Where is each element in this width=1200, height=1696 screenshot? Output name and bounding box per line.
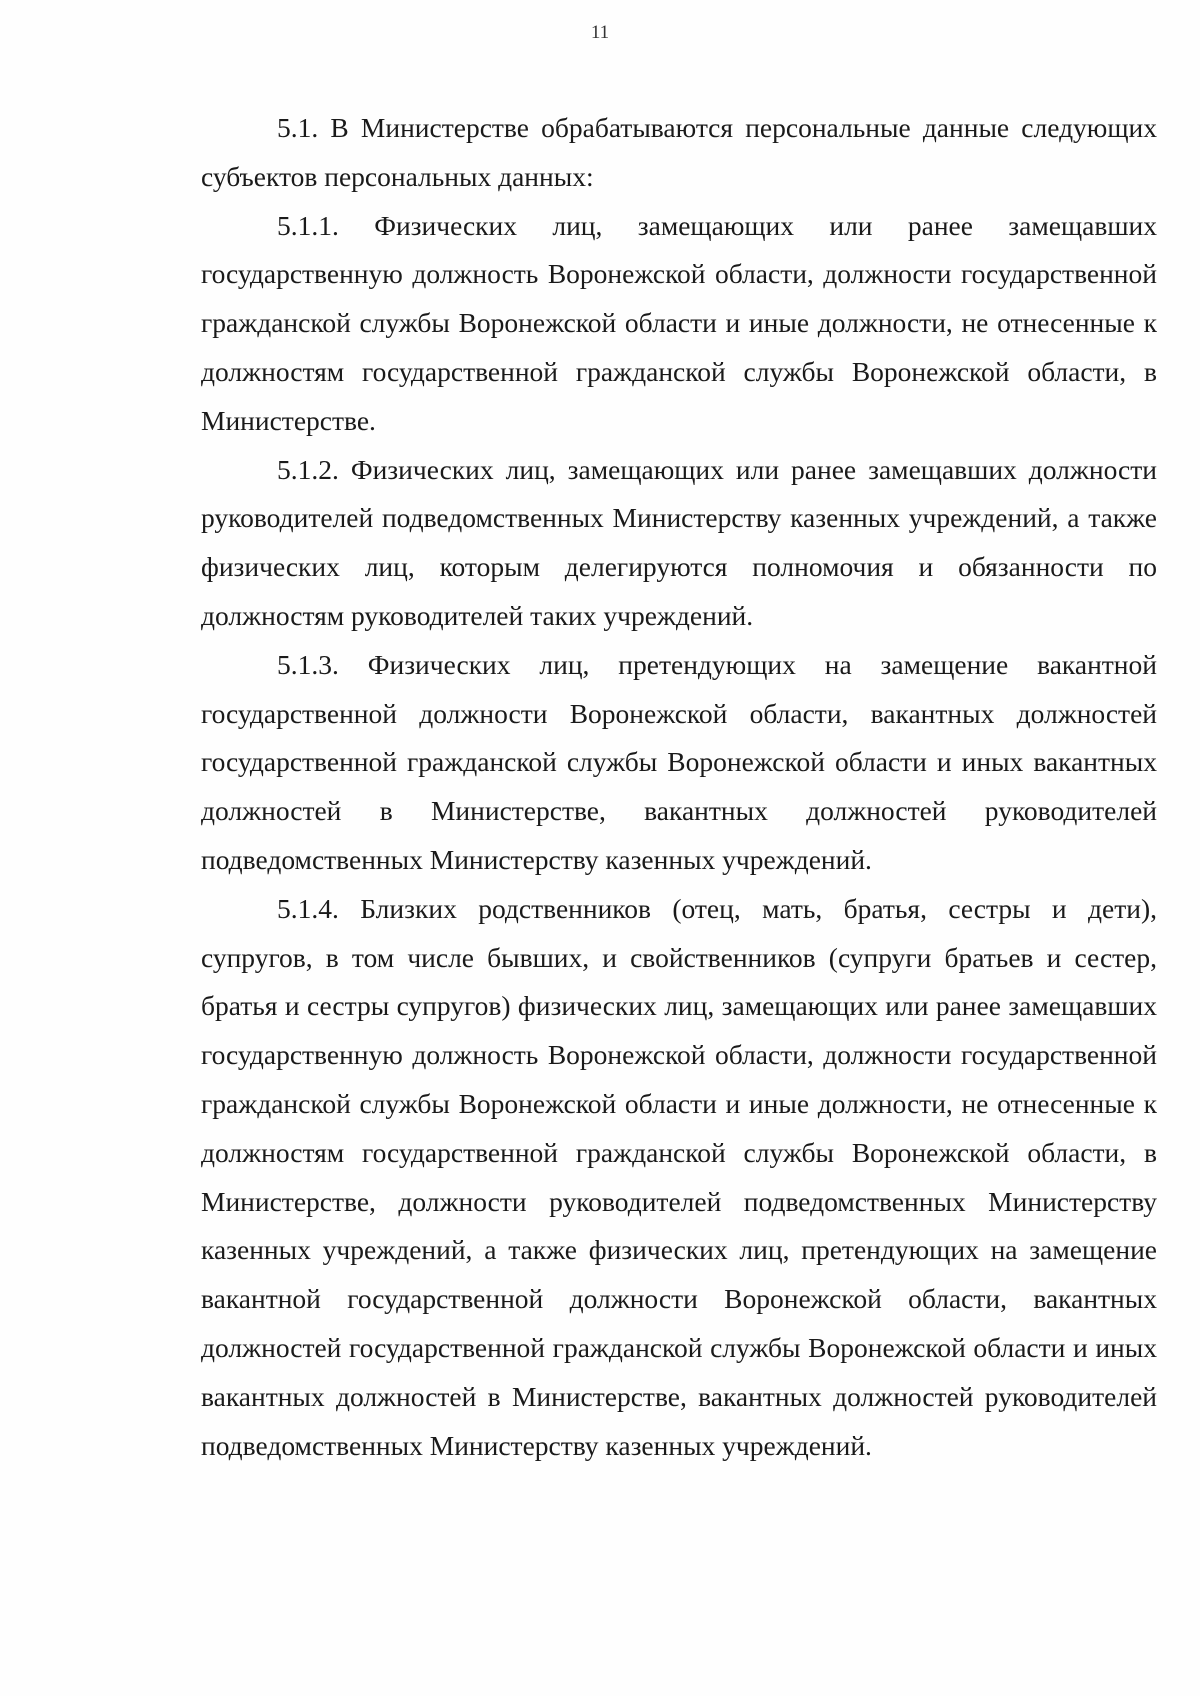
document-body <box>201 104 1157 1470</box>
paragraph-5-1: 5.1. В Министерстве обрабатываются персональные данные следующих субъектов персональных данных: <box>201 112 1157 192</box>
paragraph-5-1-2: 5.1.2. Физических лиц, замещающих или ранее замещавших должности руководителей подведомственных Министерству казенных учреждений, а также физических лиц, которым делегируются полномочия и обязанности по должностям руководителей таких учреждений. <box>201 453 1157 631</box>
paragraph-5-1-3: 5.1.3. Физических лиц, претендующих на замещение вакантной государственной должности Воронежской области, вакантных должностей государственной гражданской службы Воронежской области и иных вакантных должностей в Министерстве, вакантных должностей руководителей подведомственных Министерству казенных учреждений. <box>201 648 1157 875</box>
paragraph-5-1-4: 5.1.4. Близких родственников (отец, мать, братья, сестры и дети), супругов, в том числе бывших, и свойственников (супруги братьев и сестер, братья и сестры супругов) физических лиц, замещающих или ранее замещавших государственную должность Воронежской области, должности государственной гражданской службы Воронежской области и иные должности, не отнесенные к должностям государственной гражданской службы Воронежской области, в Министерстве, должности руководителей подведомственных Министерству казенных учреждений, а также физических лиц, претендующих на замещение вакантной государственной должности Воронежской области, вакантных должностей государственной гражданской службы Воронежской области и иных вакантных должностей в Министерстве, вакантных должностей руководителей подведомственных Министерству казенных учреждений. <box>201 892 1157 1461</box>
page-number: 11 <box>590 22 610 43</box>
paragraph-5-1-1: 5.1.1. Физических лиц, замещающих или ранее замещавших государственную должность Воронежской области, должности государственной гражданской службы Воронежской области и иные должности, не отнесенные к должностям государственной гражданской службы Воронежской области, в Министерстве. <box>201 209 1157 436</box>
